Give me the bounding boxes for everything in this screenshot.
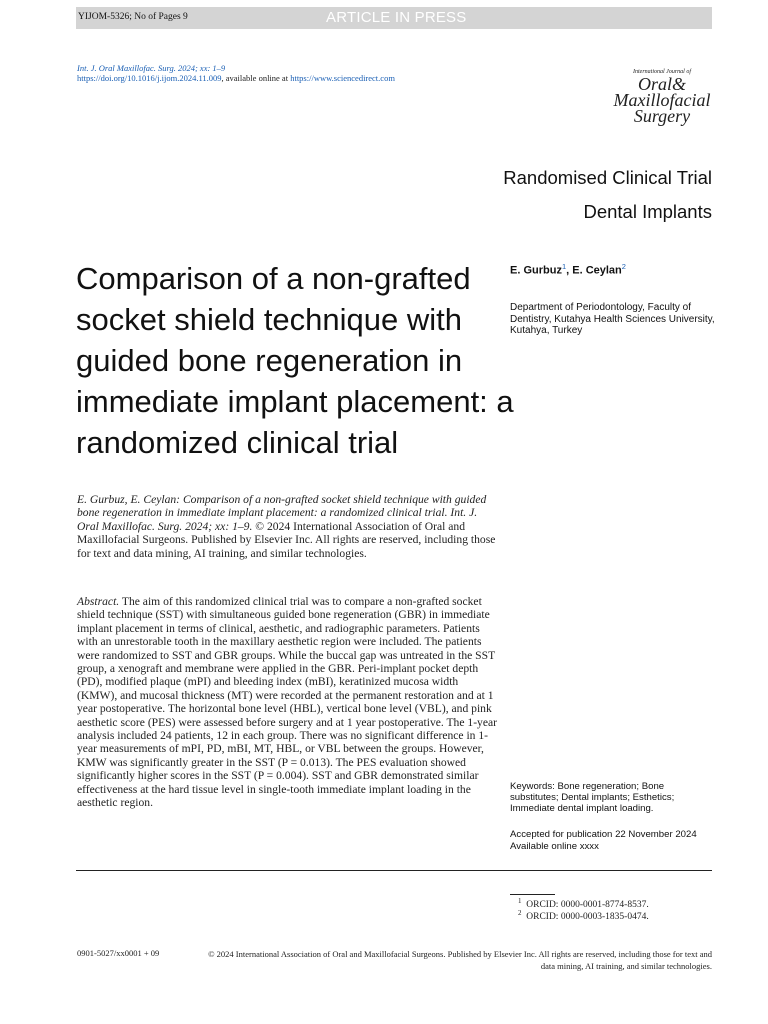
category-secondary: Dental Implants (583, 201, 712, 222)
footnote-1-mark: 1 (518, 897, 522, 905)
available-online-text: , available online at (221, 73, 291, 83)
journal-reference (77, 63, 225, 73)
doi-link[interactable]: https://doi.org/10.1016/j.ijom.2024.11.009 (77, 73, 222, 83)
author-2: E. Ceylan (572, 264, 622, 277)
citation-reference: E. Gurbuz, E. Ceylan: Comparison of a non-grafted socket shield technique with guided bone regeneration in immediate implant placement: a randomized clinical trial. Int. J. Oral Maxillofac. Surg. 2024; xx: 1–9. (77, 493, 487, 533)
document-id: YIJOM-5326; No of Pages 9 (78, 12, 188, 22)
citation-copyright: © 2024 International Association of Oral and Maxillofacial Surgeons. Published by Elsevier Inc. All rights are reserved, including those for text and data mining, AI training, and similar technologies. (77, 519, 496, 560)
section-divider (76, 870, 712, 871)
footnote-1-text: ORCID: 0000-0001-8774-8537. (526, 900, 649, 911)
sciencedirect-link[interactable]: https://www.sciencedirect.com (290, 73, 395, 83)
footnote-2-mark: 2 (518, 909, 522, 917)
author-2-footnote-mark[interactable]: 2 (621, 262, 626, 271)
citation-paragraph (77, 493, 497, 560)
author-separator: , (566, 264, 573, 277)
accepted-date: Accepted for publication 22 November 2024 (510, 829, 697, 840)
footnote-2-text: ORCID: 0000-0003-1835-0474. (526, 912, 649, 923)
keywords: Keywords: Bone regeneration; Bone substitutes; Dental implants; Esthetics; Immediate dental implant loading. (510, 781, 675, 815)
logo-line-3: Maxillofacial (613, 90, 711, 110)
abstract (77, 595, 497, 810)
article-status-bar (76, 7, 712, 29)
journal-logo (612, 68, 712, 124)
abstract-text: The aim of this randomized clinical trial was to compare a non-grafted socket shield technique (SST) with simultaneous guided bone regeneration (GBR) in immediate implant placement in terms of clinical, aesthetic, and radiographic parameters. Patients with an unrestorable tooth in the maxillary aesthetic region were included. The patients were randomized to SST and GBR groups. While the buccal gap was untreated in the SST group, a xenograft and membrane were applied in the GBR. Peri-implant pocket depth (PD), modified plaque (mPI) and bleeding index (mBI), keratinized mucosa width (KMW), and mucosal thickness (MT) were recorded at the permanent restoration and at 1 year postoperative. The horizontal bone level (HBL), vertical bone level (VBL), and pink aesthetic score (PES) were assessed before surgery and at 1 year postoperative. The 1-year analysis included 24 patients, 12 in each group. There was no significant difference in 1-year measurements of mPI, PD, mBI, MT, HBL, or VBL between the groups. However, KMW was significantly greater in the SST (P = 0.013). The PES evaluation showed significantly higher scores in the SST (P = 0.004). SST and GBR demonstrated similar effectiveness at the hard tissue level in single-tooth immediate implant loading in the aesthetic region. (77, 595, 498, 810)
author-list (510, 262, 626, 277)
logo-line-2: Oral& (637, 74, 686, 94)
logo-line-4: Surgery (633, 106, 691, 126)
logo-line-1: International Journal of (633, 69, 691, 75)
available-online-date: Available online xxxx (510, 841, 599, 852)
footer-copyright: © 2024 International Association of Oral and Maxillofacial Surgeons. Published by Elsevier Inc. All rights are reserved, including those for text and data mining, AI training, and similar technologies. (208, 949, 712, 971)
issn-code: 0901-5027/xx0001 + 09 (77, 948, 160, 958)
footnote-2 (518, 909, 649, 922)
journal-ref-text: Int. J. Oral Maxillofac. Surg. 2024; xx: 1–9 (77, 63, 226, 73)
article-in-press-label: ARTICLE IN PRESS (326, 9, 467, 26)
doi-line (77, 73, 395, 83)
author-1-footnote-mark[interactable]: 1 (561, 262, 567, 271)
footnote-divider (510, 894, 555, 895)
author-1: E. Gurbuz (510, 264, 562, 277)
affiliation: Department of Periodontology, Faculty of Dentistry, Kutahya Health Sciences University, Kutahya, Turkey (510, 302, 715, 336)
article-title: Comparison of a non-grafted socket shield technique with guided bone regeneration in immediate implant placement: a randomized clinical trial (76, 261, 514, 460)
category-primary: Randomised Clinical Trial (503, 167, 712, 188)
abstract-label: Abstract. (77, 595, 120, 608)
